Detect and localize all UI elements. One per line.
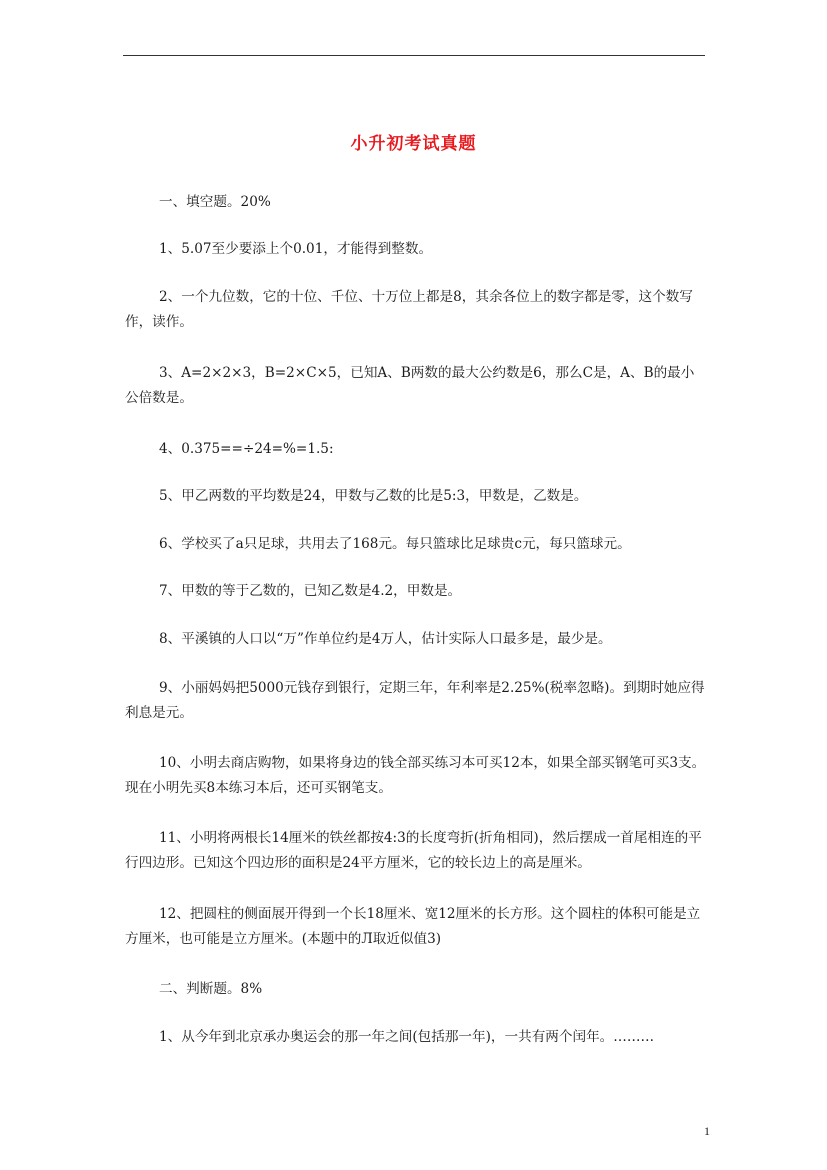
question-paragraph: 1、5.07至少要添上个0.01，才能得到整数。: [159, 241, 433, 257]
question-paragraph: 6、学校买了a只足球，共用去了168元。每只篮球比足球贵c元，每只篮球元。: [159, 536, 631, 552]
question-paragraph: 10、小明去商店购物，如果将身边的钱全部买练习本可买12本，如果全部买钢笔可买3支。现在小明先买8本练习本后，还可买钢笔支。: [125, 755, 706, 796]
question-paragraph: 9、小丽妈妈把5000元钱存到银行，定期三年，年利率是2.25%(税率忽略)。到期时她应得利息是元。: [125, 680, 705, 721]
question-paragraph: 3、A=2×2×3，B=2×C×5，已知A、B两数的最大公约数是6，那么C是，A、B的最小公倍数是。: [125, 365, 695, 406]
question-paragraph: 2、一个九位数，它的十位、千位、十万位上都是8，其余各位上的数字都是零，这个数写作，读作。: [125, 289, 693, 330]
question-paragraph: 8、平溪镇的人口以“万”作单位约是4万人，估计实际人口最多是，最少是。: [159, 631, 612, 647]
header-rule: [123, 55, 705, 56]
section-heading-true-false: 二、判断题。8%: [159, 981, 263, 997]
question-paragraph: 11、小明将两根长14厘米的铁丝都按4:3的长度弯折(折角相同)，然后摆成一首尾相连的平行四边形。已知这个四边形的面积是24平方厘米，它的较长边上的高是厘米。: [125, 830, 702, 871]
section-heading-fill-in: 一、填空题。20%: [159, 194, 271, 210]
question-paragraph: 12、把圆柱的侧面展开得到一个长18厘米、宽12厘米的长方形。这个圆柱的体积可能是立方厘米，也可能是立方厘米。(本题中的Л取近似值3): [125, 906, 701, 947]
question-paragraph: 7、甲数的等于乙数的，已知乙数是4.2，甲数是。: [159, 583, 462, 599]
question-paragraph: 1、从今年到北京承办奥运会的那一年之间(包括那一年)，一共有两个闰年。………: [159, 1029, 655, 1045]
page-number: 1: [704, 1124, 710, 1138]
question-paragraph: 4、0.375==÷24=%=1.5:: [159, 441, 334, 457]
document-title: 小升初考试真题: [350, 134, 477, 154]
question-paragraph: 5、甲乙两数的平均数是24，甲数与乙数的比是5:3，甲数是，乙数是。: [159, 488, 588, 504]
